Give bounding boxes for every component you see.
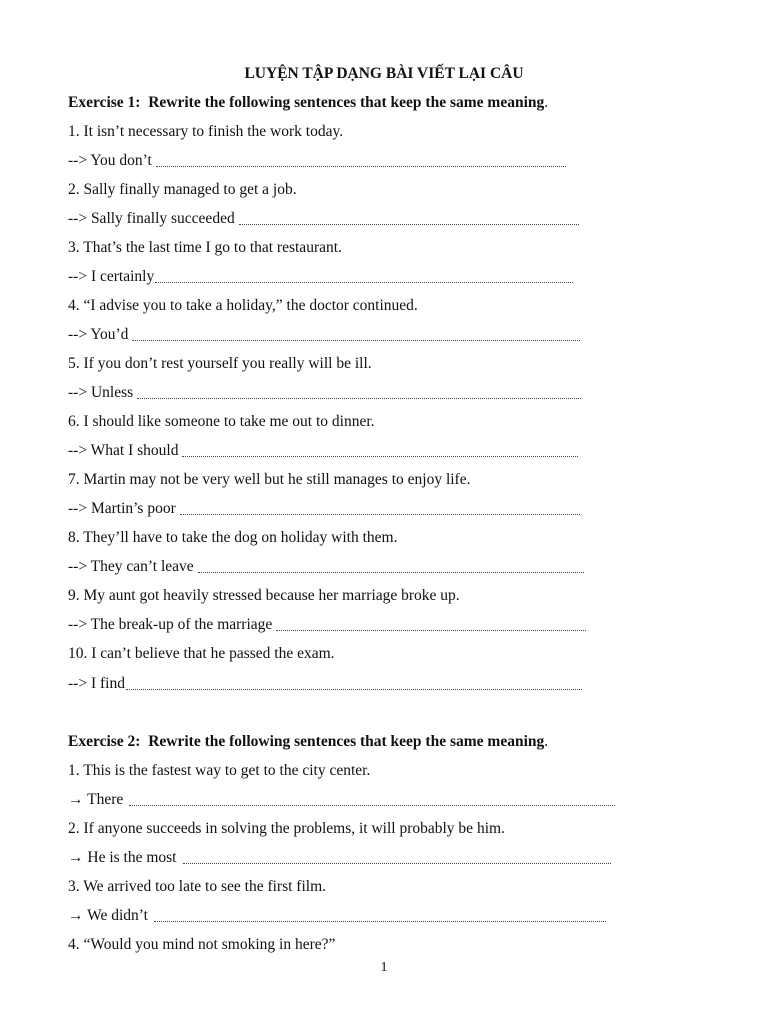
ex2-question-2 bbox=[68, 817, 505, 841]
ex1-answer-5 bbox=[68, 381, 581, 405]
ex1-answer-4 bbox=[68, 323, 580, 347]
answer-prompt: --> Unless bbox=[68, 384, 134, 401]
answer-prompt: --> I find bbox=[68, 675, 125, 692]
answer-blank[interactable] bbox=[137, 398, 581, 399]
ex2-answer-3 bbox=[68, 904, 606, 928]
answer-prompt: → We didn’t bbox=[68, 907, 148, 924]
question-text: 3. That’s the last time I go to that restaurant. bbox=[68, 239, 342, 256]
exercise-2-period: . bbox=[544, 733, 549, 750]
question-text: 2. If anyone succeeds in solving the problems, it will probably be him. bbox=[68, 820, 505, 837]
ex2-question-4 bbox=[68, 933, 335, 957]
answer-blank[interactable] bbox=[198, 572, 584, 573]
answer-prompt: --> You’d bbox=[68, 326, 129, 343]
exercise-2-label: Exercise 2: bbox=[68, 733, 141, 750]
ex2-answer-1 bbox=[68, 788, 615, 812]
answer-blank[interactable] bbox=[129, 805, 615, 806]
ex1-answer-10 bbox=[68, 672, 582, 696]
ex2-question-1 bbox=[68, 759, 370, 783]
ex1-answer-1 bbox=[68, 149, 566, 173]
answer-blank[interactable] bbox=[276, 630, 586, 631]
ex1-answer-6 bbox=[68, 439, 578, 463]
question-text: 4. “Would you mind not smoking in here?” bbox=[68, 936, 336, 953]
ex2-answer-2 bbox=[68, 846, 611, 870]
ex1-question-3 bbox=[68, 236, 342, 260]
ex1-answer-7 bbox=[68, 497, 580, 521]
answer-blank[interactable] bbox=[182, 456, 578, 457]
ex1-question-7 bbox=[68, 468, 470, 492]
answer-prompt: --> They can’t leave bbox=[68, 558, 194, 575]
question-text: 7. Martin may not be very well but he still manages to enjoy life. bbox=[68, 471, 471, 488]
exercise-1-heading bbox=[68, 91, 548, 115]
answer-prompt: --> What I should bbox=[68, 442, 179, 459]
ex1-question-8 bbox=[68, 526, 397, 550]
page-title: LUYỆN TẬP DẠNG BÀI VIẾT LẠI CÂU bbox=[244, 65, 524, 82]
answer-prompt: → He is the most bbox=[68, 849, 177, 866]
ex1-answer-8 bbox=[68, 555, 584, 579]
question-text: 6. I should like someone to take me out to dinner. bbox=[68, 413, 375, 430]
answer-prompt: → There bbox=[68, 791, 124, 808]
question-text: 10. I can’t believe that he passed the exam. bbox=[68, 645, 335, 662]
answer-blank[interactable] bbox=[183, 863, 611, 864]
exercise-1-instruction: Rewrite the following sentences that keep the same meaning bbox=[148, 94, 545, 111]
answer-prompt: --> Sally finally succeeded bbox=[68, 210, 235, 227]
exercise-2-heading bbox=[68, 730, 548, 754]
ex1-question-5 bbox=[68, 352, 372, 376]
ex1-question-2 bbox=[68, 178, 297, 202]
ex1-question-1 bbox=[68, 120, 343, 144]
question-text: 8. They’ll have to take the dog on holiday with them. bbox=[68, 529, 398, 546]
ex1-answer-9 bbox=[68, 613, 586, 637]
question-text: 1. It isn’t necessary to finish the work today. bbox=[68, 123, 344, 140]
answer-prompt: --> The break-up of the marriage bbox=[68, 616, 273, 633]
question-text: 4. “I advise you to take a holiday,” the doctor continued. bbox=[68, 297, 418, 314]
ex1-question-4 bbox=[68, 294, 418, 318]
answer-prompt: --> Martin’s poor bbox=[68, 500, 176, 517]
answer-blank[interactable] bbox=[180, 514, 580, 515]
question-text: 5. If you don’t rest yourself you really will be ill. bbox=[68, 355, 372, 372]
ex1-answer-2 bbox=[68, 207, 579, 231]
question-text: 1. This is the fastest way to get to the city center. bbox=[68, 762, 371, 779]
exercise-2-instruction: Rewrite the following sentences that keep the same meaning bbox=[148, 733, 545, 750]
ex1-answer-3 bbox=[68, 265, 573, 289]
answer-blank[interactable] bbox=[155, 282, 573, 283]
question-text: 9. My aunt got heavily stressed because her marriage broke up. bbox=[68, 587, 460, 604]
answer-blank[interactable] bbox=[239, 224, 579, 225]
answer-prompt: --> I certainly bbox=[68, 268, 155, 285]
answer-blank[interactable] bbox=[132, 340, 580, 341]
ex1-question-10 bbox=[68, 642, 335, 666]
exercise-1-label: Exercise 1: bbox=[68, 94, 141, 111]
ex1-question-6 bbox=[68, 410, 375, 434]
question-text: 2. Sally finally managed to get a job. bbox=[68, 181, 297, 198]
page-number: 1 bbox=[380, 960, 388, 975]
answer-blank[interactable] bbox=[156, 166, 566, 167]
exercise-1-period: . bbox=[544, 94, 549, 111]
ex2-question-3 bbox=[68, 875, 326, 899]
answer-blank[interactable] bbox=[126, 689, 582, 690]
ex1-question-9 bbox=[68, 584, 460, 608]
question-text: 3. We arrived too late to see the first film. bbox=[68, 878, 327, 895]
answer-blank[interactable] bbox=[154, 921, 606, 922]
answer-prompt: --> You don’t bbox=[68, 152, 152, 169]
